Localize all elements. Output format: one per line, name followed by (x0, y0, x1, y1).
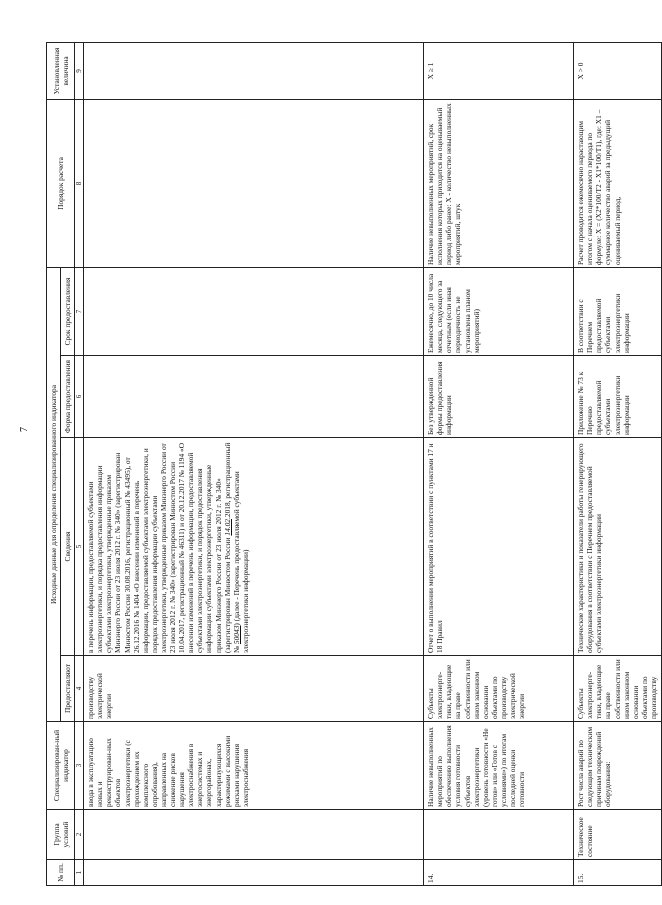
cell-num (84, 860, 424, 886)
cell-indicator: Рост числа аварий по следующим техническим причинам повреждений оборудования: (574, 722, 662, 810)
cell-provider: производству электрической энергии (84, 656, 424, 722)
header-group: Группа условий (47, 810, 75, 860)
cell-info: Отчет о выполнении мероприятий в соответствии с пунктами 17 и 18 Правил (424, 438, 574, 656)
rotated-table-container (46, 43, 658, 886)
header-deadline: Срок предоставления (61, 267, 75, 355)
cell-calc: Расчет проводится ежемесячно нарастающим итогом с начала оцениваемого периода по формуле: X = (X2*100/T2 - X1*100/T1), где: X1 – суммарное количество аварий за предыдущий оцениваемый период, (574, 99, 662, 267)
cell-indicator: Наличие невыполненных мероприятий по обеспечению выполнения условия готовности субъектов электроэнергетики (уровень готовности «Не готов» или «Готов с условиями») по итогам последней оценки готовности (424, 722, 574, 810)
header-value: Установленная величина (47, 42, 75, 99)
col-number: 5 (75, 438, 84, 656)
header-form: Форма предоставления (61, 356, 75, 438)
info-text: ) (далее - Перечень предоставляемой субъектами электроэнергетики информации) (231, 471, 250, 653)
cell-num: 15. (574, 860, 662, 886)
col-number: 1 (75, 860, 84, 886)
header-source-block: Исходные данные для определения специализированного индикатора (47, 267, 61, 721)
col-number: 7 (75, 267, 84, 355)
cell-value: X > 0 (574, 42, 662, 99)
header-num: № пп. (47, 860, 75, 886)
indicator-table (46, 42, 662, 886)
header-calc: Порядок расчета (47, 99, 75, 267)
col-number: 4 (75, 656, 84, 722)
col-number: 6 (75, 356, 84, 438)
col-number: 9 (75, 42, 84, 99)
handwritten-reg-number: 50043 (231, 625, 241, 645)
cell-num: 14. (424, 860, 574, 886)
cell-form: Без утвержденной формы предоставления информации (424, 356, 574, 438)
cell-calc: Наличие невыполненных мероприятий, срок исполнения которых приходится на оценываемый период либо ранее: X - количество невыполненных мероприятий, штук (424, 99, 574, 267)
cell-form (84, 356, 424, 438)
col-number: 3 (75, 722, 84, 810)
page-number: 7 (19, 427, 30, 432)
cell-value: X ≥ 1 (424, 42, 574, 99)
table-row (424, 42, 574, 885)
table-row (574, 42, 662, 885)
cell-deadline: Ежемесячно, до 10 числа месяца, следующего за отчетным (если иная периодичность не установлена планом мероприятий) (424, 267, 574, 355)
cell-provider: Субъекты электроэнерге-тики, владеющие на праве собственности или ином законном основании объектами по производству электрической энергии (424, 656, 574, 722)
cell-info: Технические характеристики и показатели работы генерирующего оборудования в соответствии с Перечнем предоставляемой субъектами электроэнергетики информации (574, 438, 662, 656)
cell-info: в перечень информации, предоставляемой субъектами электроэнергетики, и порядка предоставления информации субъектами электроэнергетики, утвержденные приказом Минэнерго России от 23 июля 2012 г. № 340» (зарегистрирован Минюстом России 30.08.2016, регистрационный № 43495), от 26.12.2016 № 1404 «О внесении изменений в перечень информации, предоставляемой субъектами электроэнергетики, и порядок предоставления информации субъектами электроэнергетики, утвержденные приказом Минэнерго России от 23 июля 2012 г. № 340» (зарегистрирован Минюстом России 10.04.2017, регистрационный № 46311) и от 20.12.2017 № 1194 «О внесении изменений в перечень информации, предоставляемой субъектами электроэнергетики, и порядок предоставления информации субъектами электроэнергетики, утвержденные приказом Минэнерго России от 23 июля 2012 г. № 340» (зарегистрирован Минюстом России 14.02.2018, регистрационный № 50043) (далее - Перечень предоставляемой субъектами электроэнергетики информации) (84, 438, 424, 656)
cell-form: Приложение № 73 к Перечню предоставляемой субъектами электроэнергетики информации (574, 356, 662, 438)
col-number: 2 (75, 810, 84, 860)
info-text: 2018, регистрационный № (222, 442, 241, 653)
cell-group (424, 810, 574, 860)
header-info: Сведения (61, 438, 75, 656)
cell-group (84, 810, 424, 860)
col-number: 8 (75, 99, 84, 267)
cell-calc (84, 99, 424, 267)
info-text: в перечень информации, предоставляемой субъектами электроэнергетики, и порядка предоставления информации субъектами электроэнергетики, утвержденные приказом Минэнерго России от 23 июля 2012 г. № 340» (зарегистрирован Минюстом России 30.08.2016, регистрационный № 43495), от 26.12.2016 № 1404 «О внесении изменений в перечень информации, предоставляемой субъектами электроэнергетики, и порядок предоставления информации субъектами электроэнергетики, утвержденные приказом Минэнерго России от 23 июля 2012 г. № 340» (зарегистрирован Минюстом России 10.04.2017, регистрационный № 46311) и от 20.12.2017 № 1194 «О внесении изменений в перечень информации, предоставляемой субъектами электроэнергетики, и порядок предоставления информации субъектами электроэнергетики, утвержденные приказом Минэнерго России от 23 июля 2012 г. № 340» (зарегистрирован Минюстом России (86, 442, 232, 653)
cell-provider: Субъекты электроэнерге-тики, владеющие на праве собственности или ином законном основании объектами по производству (574, 656, 662, 722)
cell-indicator: ввода в эксплуатацию новых и реконструирован-ных объектов электроэнергетики (с прохождением их комплексного опробования), направленных на снижение рисков нарушения электроснабжения в энергосистемах и энергорайонах, характеризующихся режимами с высокими рисками нарушения электроснабжения (84, 722, 424, 810)
header-provider: Предоставляют (61, 656, 75, 722)
column-number-row (75, 42, 84, 885)
cell-value (84, 42, 424, 99)
cell-deadline (84, 267, 424, 355)
cell-deadline: В соответствии с Перечнем предоставляемой субъектами электроэнергетики информации (574, 267, 662, 355)
handwritten-date: 14.02 (222, 518, 232, 536)
cell-group: Техническое состояние (574, 810, 662, 860)
table-row (84, 42, 424, 885)
header-indicator: Специализирован-ный индикатор (47, 722, 75, 810)
